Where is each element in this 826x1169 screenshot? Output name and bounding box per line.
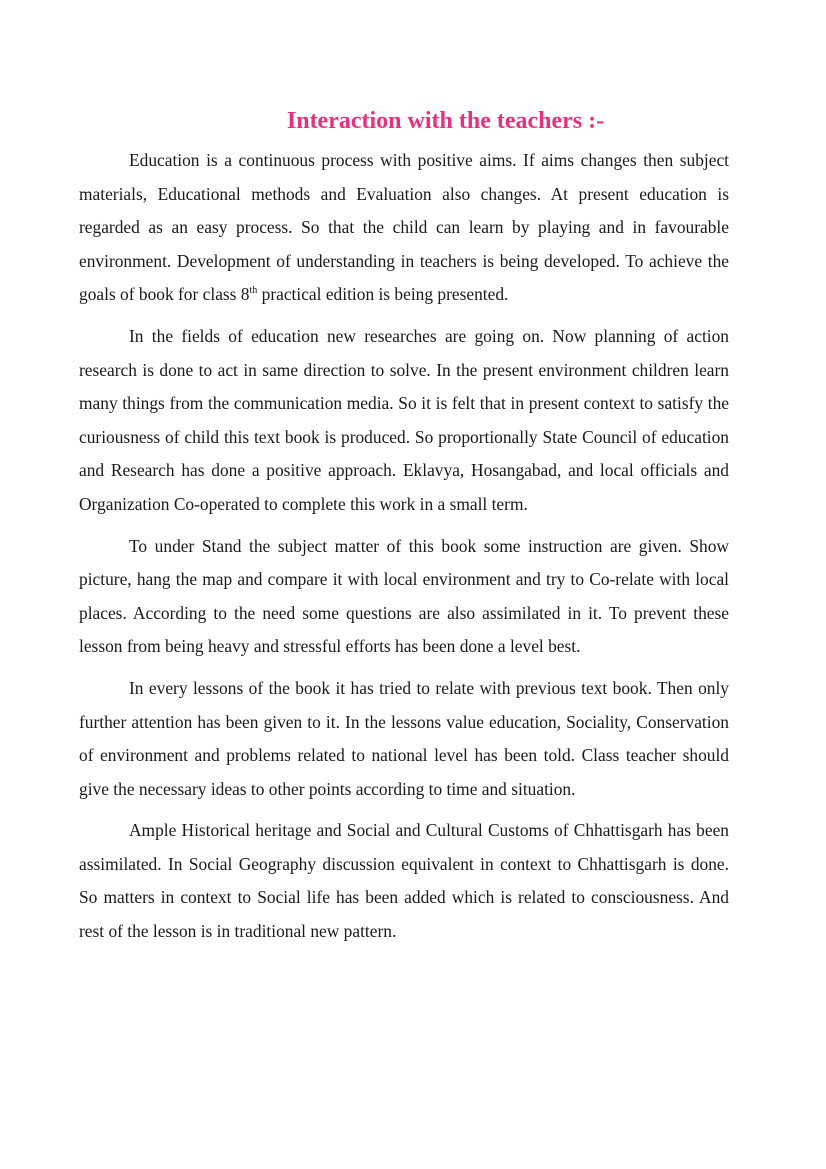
paragraph-1-text: Education is a continuous process with positive aims. If aims changes then subject materials, Educational methods and Evaluation also changes. At present education is regarded as an easy process. So that the child can learn by playing and in favourable environment. Development of understanding in teachers is being developed. To achieve the goals of book for class 8 xyxy=(79,150,729,305)
ordinal-superscript: th xyxy=(249,285,258,297)
paragraph-5: Ample Historical heritage and Social and Cultural Customs of Chhattisgarh has been assimilated. In Social Geography discussion equivalent in context to Chhattisgarh is done. So matters in context to Social life has been added which is related to consciousness. And rest of the lesson is in traditional new pattern. xyxy=(79,820,729,942)
document-body xyxy=(79,144,729,957)
paragraph-1-tail: practical edition is being presented. xyxy=(257,284,509,305)
paragraph-2: In the fields of education new researches are going on. Now planning of action research is done to act in same direction to solve. In the present environment children learn many things from the communication media. So it is felt that in present context to satisfy the curiousness of child this text book is produced. So proportionally State Council of education and Research has done a positive approach. Eklavya, Hosangabad, and local officials and Organization Co-operated to complete this work in a small term. xyxy=(79,325,729,514)
paragraph-1 xyxy=(79,144,729,312)
page-title: Interaction with the teachers :- xyxy=(286,108,605,134)
paragraph-4: In every lessons of the book it has tried to relate with previous text book. Then only further attention has been given to it. In the lessons value education, Sociality, Conservation of environment and problems related to national level has been told. Class teacher should give the necessary ideas to other points according to time and situation. xyxy=(79,677,729,799)
paragraph-3: To under Stand the subject matter of this book some instruction are given. Show picture, hang the map and compare it with local environment and try to Co-relate with local places. According to the need some questions are also assimilated in it. To prevent these lesson from being heavy and stressful efforts has been done a level best. xyxy=(79,535,729,657)
